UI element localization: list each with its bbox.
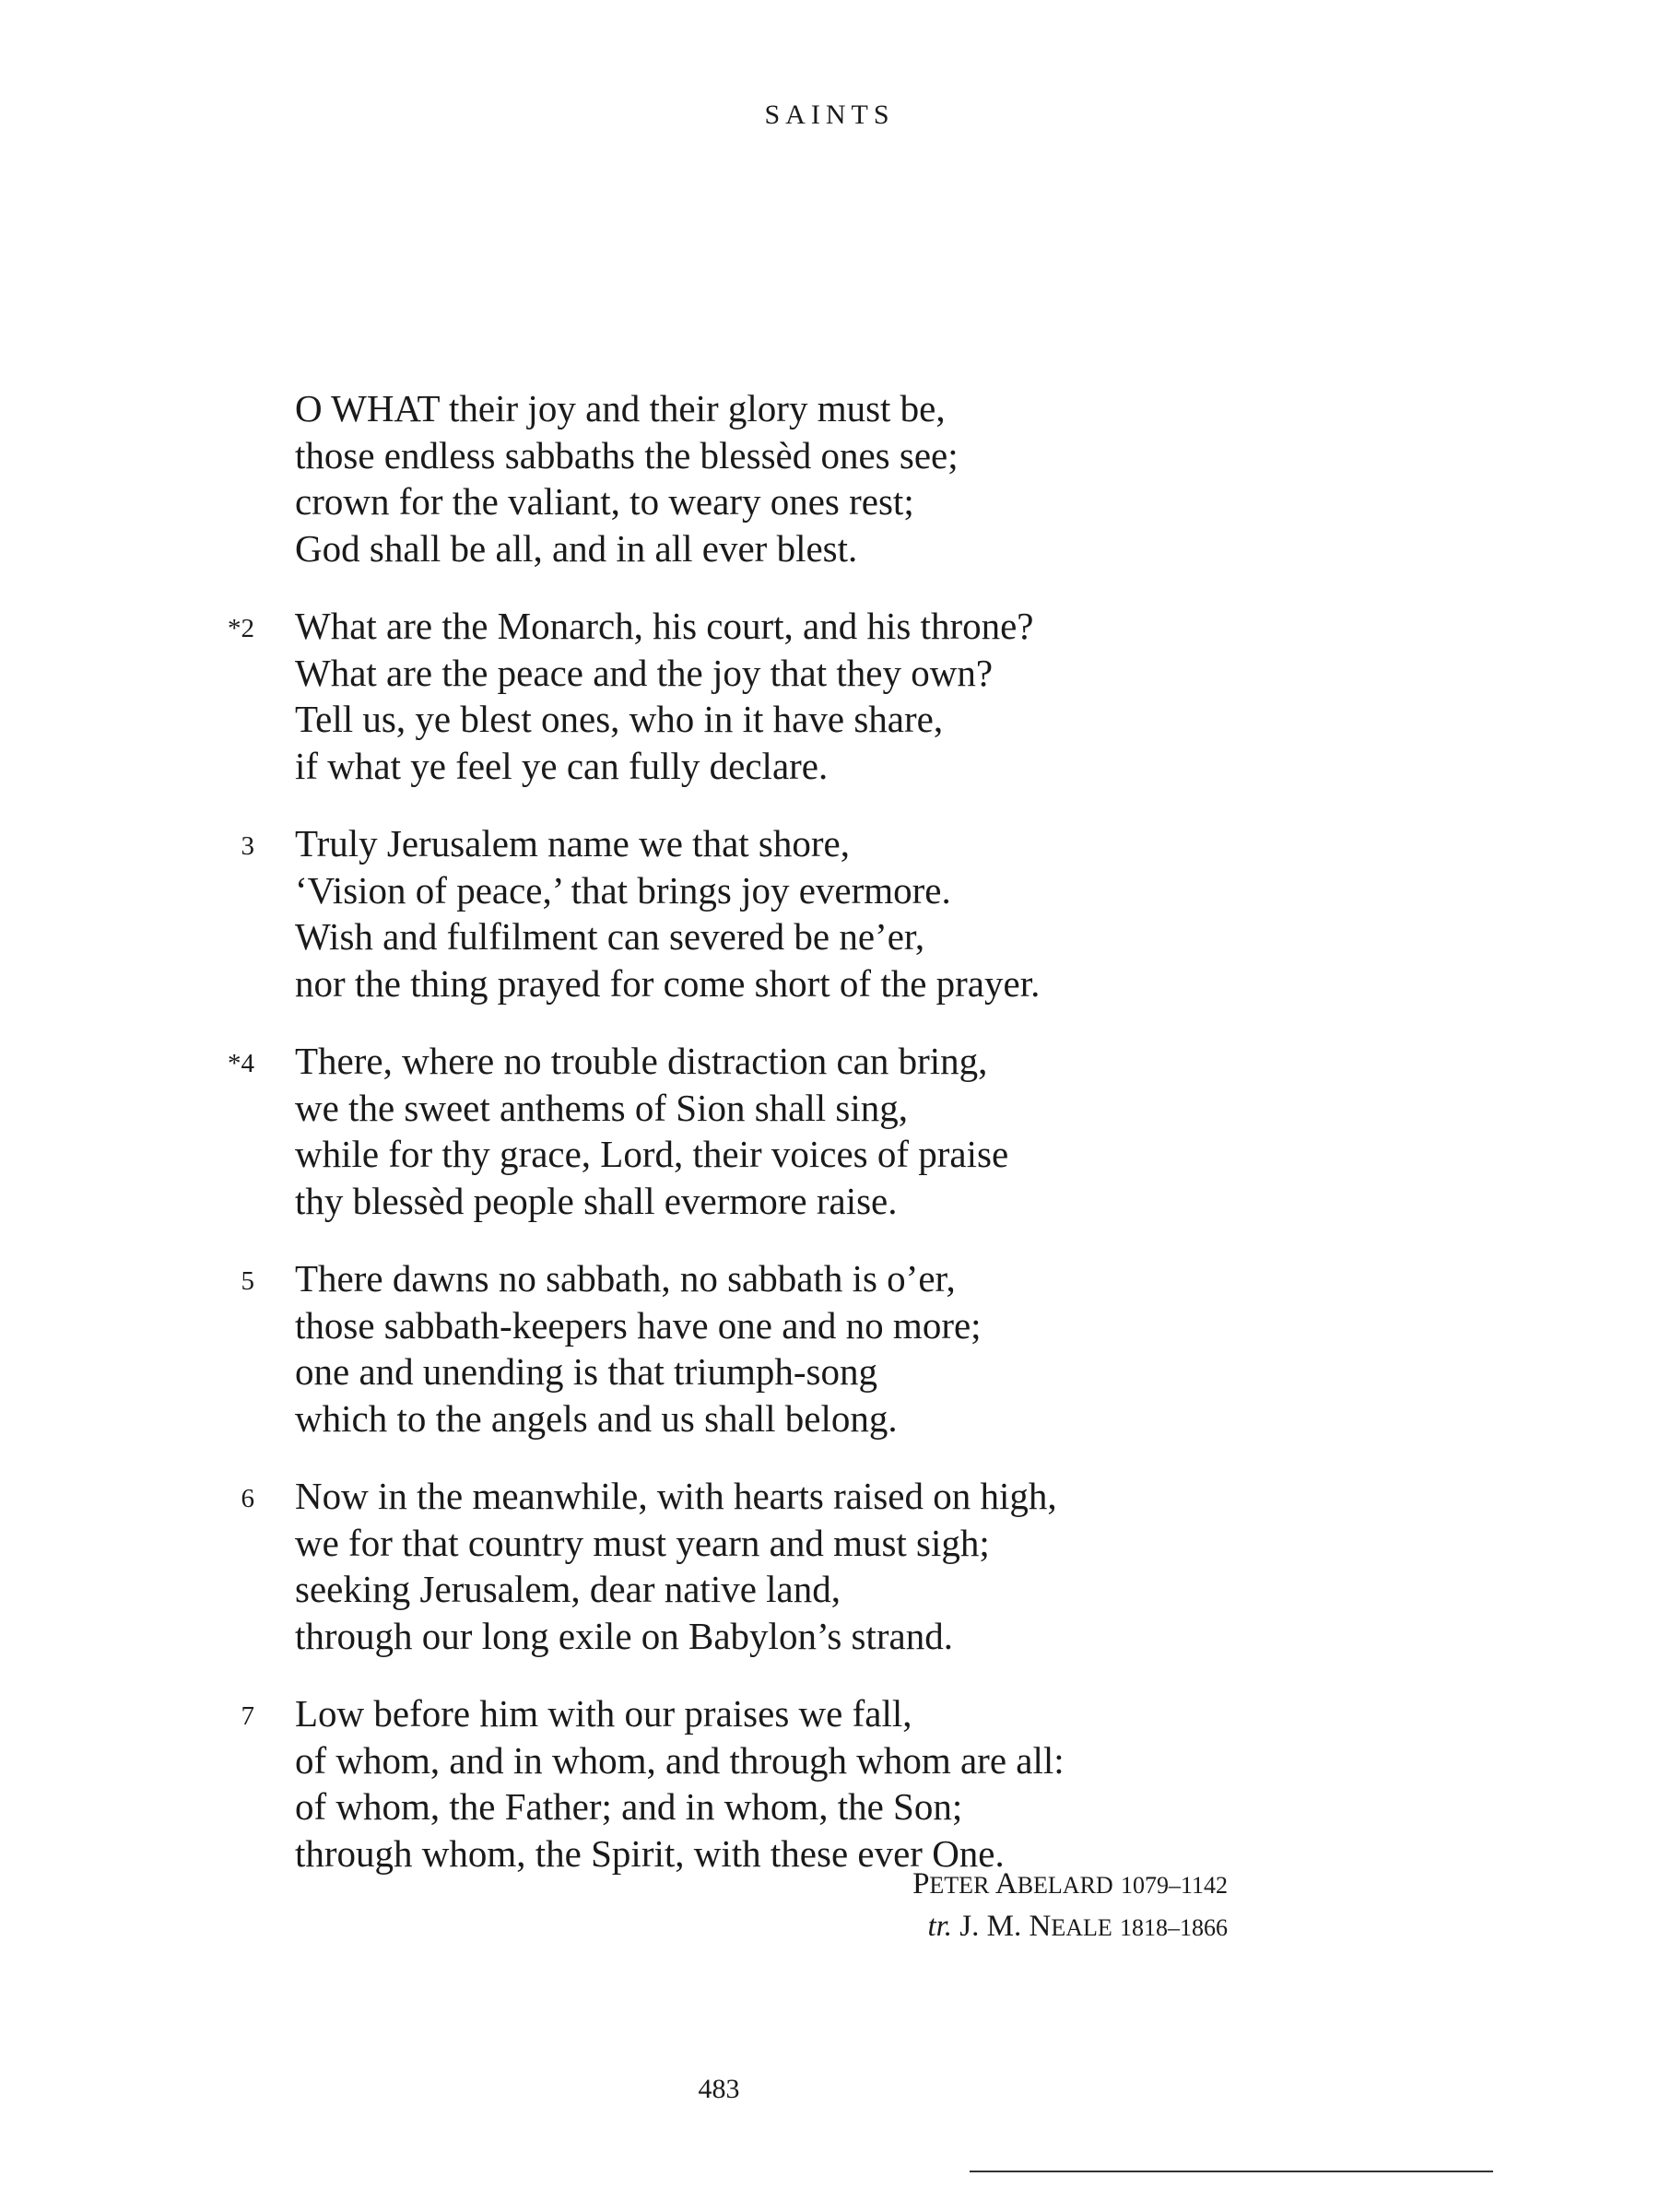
verse-line: one and unending is that triumph-song bbox=[295, 1350, 877, 1393]
verse bbox=[0, 1473, 1659, 1659]
verse-line: God shall be all, and in all ever blest. bbox=[295, 526, 858, 570]
verse-line: while for thy grace, Lord, their voices of praise bbox=[295, 1133, 1009, 1175]
verse-line: through our long exile on Babylon’s strand. bbox=[295, 1614, 953, 1657]
verse-line: seeking Jerusalem, dear native land, bbox=[295, 1568, 841, 1610]
hymn-text bbox=[0, 385, 1659, 1908]
verse-line: What are the Monarch, his court, and his throne? bbox=[295, 605, 1034, 647]
verse bbox=[0, 820, 1659, 1006]
page-number: 483 bbox=[698, 2074, 740, 2104]
verse-line: nor the thing prayed for come short of the prayer. bbox=[295, 961, 1041, 1005]
verse-line: those sabbath-keepers have one and no more; bbox=[295, 1303, 982, 1347]
verse-lines bbox=[295, 1038, 1659, 1224]
verse-line: There, where no trouble distraction can bring, bbox=[295, 1040, 988, 1082]
verse-number: 5 bbox=[241, 1266, 254, 1296]
verse-lines bbox=[295, 385, 1659, 571]
verse-line: of whom, the Father; and in whom, the Son; bbox=[295, 1785, 963, 1828]
verse-line: if what ye feel ye can fully declare. bbox=[295, 744, 829, 787]
verse-lines bbox=[295, 1690, 1659, 1877]
verse-line: we for that country must yearn and must sigh; bbox=[295, 1521, 990, 1564]
verse-number: *2 bbox=[228, 614, 254, 643]
verse-line: O WHAT their joy and their glory must be, bbox=[295, 387, 946, 429]
verse bbox=[0, 603, 1659, 789]
verse-line: we the sweet anthems of Sion shall sing, bbox=[295, 1086, 909, 1129]
verse-line: crown for the valiant, to weary ones rest; bbox=[295, 480, 914, 523]
translator-name: NEALE bbox=[1029, 1910, 1112, 1943]
author-dates: 1079–1142 bbox=[1120, 1872, 1228, 1899]
verse-line: Truly Jerusalem name we that shore, bbox=[295, 822, 850, 865]
verse-line: Now in the meanwhile, with hearts raised on high, bbox=[295, 1475, 1057, 1517]
verse-line: which to the angels and us shall belong. bbox=[295, 1396, 898, 1440]
translator-initials: J. M. bbox=[959, 1910, 1022, 1943]
verse-lines bbox=[295, 603, 1659, 789]
verse-line: Low before him with our praises we fall, bbox=[295, 1692, 912, 1735]
verse-line: Wish and fulfilment can severed be ne’er, bbox=[295, 915, 925, 958]
verse-line: Tell us, ye blest ones, who in it have share, bbox=[295, 698, 944, 740]
author-name: PETER ABELARD bbox=[912, 1867, 1113, 1900]
verse bbox=[0, 385, 1659, 571]
page-header: SAINTS bbox=[764, 100, 895, 130]
footer-rule bbox=[970, 2171, 1493, 2172]
verse-line: of whom, and in whom, and through whom are all: bbox=[295, 1738, 1065, 1782]
verse bbox=[0, 1255, 1659, 1441]
verse-line: thy blessèd people shall evermore raise. bbox=[295, 1179, 898, 1222]
verse-line: those endless sabbaths the blessèd ones see; bbox=[295, 433, 959, 477]
verse bbox=[0, 1038, 1659, 1224]
verse-lines bbox=[295, 1255, 1659, 1441]
author-line bbox=[0, 1864, 1228, 1906]
verse-lines bbox=[295, 820, 1659, 1006]
verse-number: 6 bbox=[241, 1484, 254, 1513]
verse-line: ‘Vision of peace,’ that brings joy evermore. bbox=[295, 868, 951, 912]
verse-line: There dawns no sabbath, no sabbath is o’er, bbox=[295, 1257, 956, 1300]
verse-line: through whom, the Spirit, with these ever One. bbox=[295, 1831, 1005, 1875]
translator-dates: 1818–1866 bbox=[1120, 1914, 1228, 1941]
verse-number: 7 bbox=[241, 1701, 254, 1731]
verse-lines bbox=[295, 1473, 1659, 1659]
attribution bbox=[0, 1864, 1228, 1948]
translator-prefix: tr. bbox=[927, 1910, 953, 1943]
verse-number: *4 bbox=[228, 1049, 254, 1078]
verse bbox=[0, 1690, 1659, 1877]
verse-number: 3 bbox=[241, 831, 254, 861]
verse-line: What are the peace and the joy that they own? bbox=[295, 651, 994, 694]
translator-line bbox=[0, 1906, 1228, 1948]
